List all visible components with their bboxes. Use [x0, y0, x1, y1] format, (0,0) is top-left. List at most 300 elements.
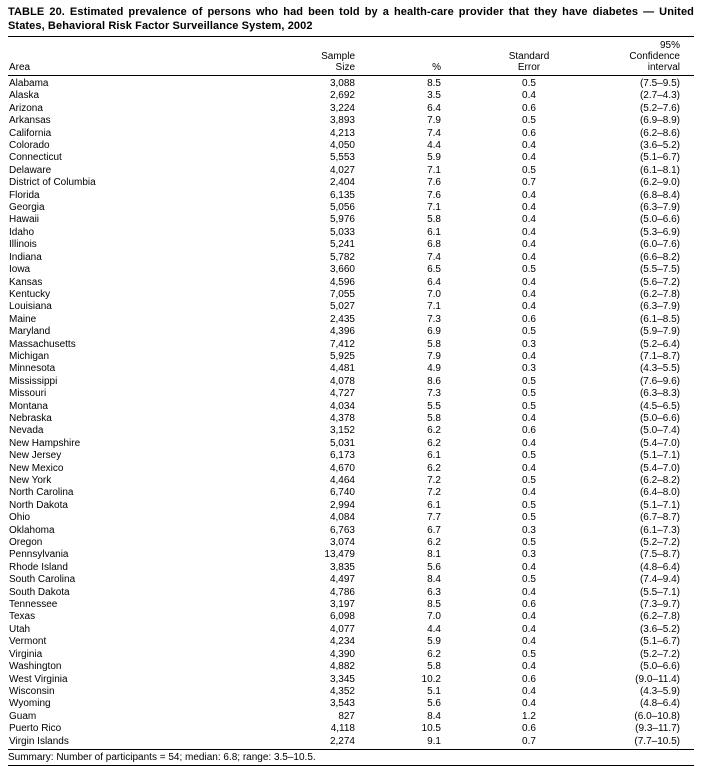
percent-cell: 5.1: [427, 685, 441, 697]
table-row: [8, 512, 694, 524]
confidence-interval-cell: (2.7–4.3): [639, 90, 680, 102]
confidence-interval-cell: (5.5–7.5): [639, 264, 680, 276]
percent-cell: 7.7: [427, 512, 441, 524]
percent-cell: 6.2: [427, 437, 441, 449]
area-cell: Indiana: [9, 251, 42, 263]
sample-size-cell: 3,152: [329, 425, 355, 437]
table-row: [8, 587, 694, 599]
standard-error-cell: 0.4: [522, 202, 536, 214]
area-cell: Guam: [9, 710, 37, 722]
confidence-interval-cell: (6.4–8.0): [639, 487, 680, 499]
table-row: [8, 301, 694, 313]
percent-cell: 8.4: [427, 574, 441, 586]
area-cell: Montana: [9, 400, 48, 412]
percent-cell: 7.2: [427, 487, 441, 499]
header-label: Error: [517, 62, 541, 73]
sample-size-cell: 3,345: [329, 673, 355, 685]
area-cell: Oregon: [9, 537, 43, 549]
area-cell: Colorado: [9, 140, 50, 152]
header-label: Size: [335, 62, 355, 73]
sample-size-cell: 4,464: [329, 475, 355, 486]
table-row: [8, 611, 694, 623]
area-cell: New Hampshire: [9, 437, 81, 449]
confidence-interval-cell: (6.3–7.9): [639, 202, 680, 214]
confidence-interval-cell: (5.1–6.7): [639, 636, 680, 648]
area-cell: South Dakota: [9, 586, 70, 598]
area-cell: Georgia: [9, 202, 45, 214]
percent-cell: 7.0: [427, 611, 441, 623]
sample-size-cell: 4,213: [329, 127, 355, 139]
confidence-interval-cell: (4.8–6.4): [639, 698, 680, 710]
sample-size-cell: 6,763: [329, 524, 355, 536]
percent-cell: 6.2: [427, 462, 441, 474]
standard-error-cell: 0.6: [522, 127, 536, 139]
table-row: [8, 351, 694, 363]
area-cell: Virgin Islands: [9, 735, 69, 747]
standard-error-cell: 0.6: [522, 313, 536, 325]
area-cell: Illinois: [9, 239, 37, 251]
area-cell: Alaska: [9, 90, 40, 102]
percent-cell: 8.1: [427, 549, 441, 561]
table-row: [8, 388, 694, 400]
sample-size-cell: 5,782: [329, 251, 355, 263]
confidence-interval-cell: (5.2–6.4): [639, 338, 680, 350]
confidence-interval-cell: (6.9–8.9): [639, 115, 680, 127]
confidence-interval-cell: (4.3–5.9): [639, 685, 680, 697]
sample-size-cell: 6,173: [329, 450, 355, 462]
table-row: [8, 326, 694, 338]
percent-cell: 5.8: [427, 214, 441, 226]
table-row: [8, 450, 694, 462]
percent-cell: 8.4: [427, 710, 441, 722]
confidence-interval-cell: (4.5–6.5): [639, 400, 680, 412]
percent-cell: 5.6: [427, 698, 441, 710]
summary-footnote: Summary: Number of participants = 54; median: 6.8; range: 3.5–10.5.: [8, 749, 694, 766]
standard-error-cell: 0.5: [522, 475, 536, 486]
table-row: [8, 463, 694, 475]
area-cell: Tennessee: [9, 599, 58, 611]
sample-size-cell: 5,027: [329, 301, 355, 313]
percent-cell: 8.5: [427, 599, 441, 611]
table-row: [8, 339, 694, 351]
table-row: [8, 661, 694, 673]
standard-error-cell: 0.3: [522, 363, 536, 375]
table-row: [8, 438, 694, 450]
area-cell: Delaware: [9, 164, 52, 176]
sample-size-cell: 2,274: [329, 735, 355, 747]
standard-error-cell: 0.4: [522, 90, 536, 102]
table-row: [8, 475, 694, 487]
standard-error-cell: 0.5: [522, 648, 536, 660]
table-row: [8, 723, 694, 735]
percent-cell: 5.8: [427, 661, 441, 673]
sample-size-cell: 3,224: [329, 102, 355, 114]
percent-cell: 7.9: [427, 115, 441, 127]
confidence-interval-cell: (6.3–8.3): [639, 388, 680, 400]
standard-error-cell: 0.6: [522, 599, 536, 611]
confidence-interval-cell: (5.3–6.9): [639, 226, 680, 238]
percent-cell: 6.9: [427, 326, 441, 338]
sample-size-cell: 4,727: [329, 388, 355, 400]
sample-size-cell: 4,378: [329, 412, 355, 424]
standard-error-cell: 0.5: [522, 499, 536, 511]
standard-error-cell: 0.4: [522, 140, 536, 152]
table-row: [8, 227, 694, 239]
area-cell: Rhode Island: [9, 561, 68, 573]
standard-error-cell: 0.4: [522, 661, 536, 673]
confidence-interval-cell: (9.0–11.4): [635, 673, 680, 685]
table-row: [8, 636, 694, 648]
area-cell: Virginia: [9, 648, 43, 660]
sample-size-cell: 5,925: [329, 350, 355, 362]
percent-cell: 7.2: [427, 475, 441, 486]
area-cell: Kansas: [9, 276, 43, 288]
standard-error-cell: 0.4: [522, 239, 536, 251]
standard-error-cell: 0.6: [522, 723, 536, 735]
table-row: [8, 599, 694, 611]
percent-cell: 9.1: [427, 735, 441, 747]
percent-cell: 7.6: [427, 189, 441, 201]
percent-cell: 7.6: [427, 177, 441, 189]
table-row: [8, 152, 694, 164]
area-cell: Arkansas: [9, 115, 51, 127]
table-row: [8, 165, 694, 177]
confidence-interval-cell: (5.2–7.6): [639, 102, 680, 114]
confidence-interval-cell: (5.2–7.2): [639, 648, 680, 660]
area-cell: Utah: [9, 623, 31, 635]
confidence-interval-cell: (7.1–8.7): [639, 350, 680, 362]
percent-cell: 6.2: [427, 537, 441, 549]
sample-size-cell: 4,077: [329, 623, 355, 635]
area-cell: Pennsylvania: [9, 549, 69, 561]
area-cell: Connecticut: [9, 152, 62, 164]
standard-error-cell: 0.4: [522, 189, 536, 201]
col-header-area: [8, 37, 293, 76]
table-row: [8, 190, 694, 202]
table-row: [8, 487, 694, 499]
percent-cell: 6.2: [427, 425, 441, 437]
area-cell: Maryland: [9, 326, 51, 338]
sample-size-cell: 2,435: [329, 313, 355, 325]
percent-cell: 5.8: [427, 412, 441, 424]
standard-error-cell: 0.5: [522, 400, 536, 412]
table-header: [8, 37, 694, 76]
area-cell: Hawaii: [9, 214, 40, 226]
percent-cell: 6.4: [427, 276, 441, 288]
standard-error-cell: 0.4: [522, 350, 536, 362]
area-cell: South Carolina: [9, 574, 76, 586]
area-cell: Wyoming: [9, 698, 51, 710]
area-cell: Missouri: [9, 388, 47, 400]
sample-size-cell: 3,543: [329, 698, 355, 710]
standard-error-cell: 0.4: [522, 698, 536, 710]
confidence-interval-cell: (5.0–7.4): [639, 425, 680, 437]
confidence-interval-cell: (7.3–9.7): [639, 599, 680, 611]
sample-size-cell: 4,027: [329, 164, 355, 176]
confidence-interval-cell: (4.8–6.4): [639, 561, 680, 573]
percent-cell: 7.9: [427, 350, 441, 362]
sample-size-cell: 2,692: [329, 90, 355, 102]
confidence-interval-cell: (6.1–8.1): [639, 164, 680, 176]
area-cell: Ohio: [9, 512, 31, 524]
confidence-interval-cell: (4.3–5.5): [639, 363, 680, 375]
header-label: Area: [9, 62, 31, 73]
table-row: [8, 537, 694, 549]
standard-error-cell: 0.4: [522, 636, 536, 648]
percent-cell: 6.1: [427, 499, 441, 511]
sample-size-cell: 3,074: [329, 537, 355, 549]
table-title: TABLE 20. Estimated prevalence of persons who had been told by a health-care provider that they have diabetes — United States, Behavioral Risk Factor Surveillance System, 2002: [8, 5, 694, 37]
area-cell: Wisconsin: [9, 685, 55, 697]
standard-error-cell: 0.4: [522, 226, 536, 238]
col-header-percent: [365, 37, 449, 76]
header-label: Standard: [508, 51, 550, 62]
sample-size-cell: 5,976: [329, 214, 355, 226]
confidence-interval-cell: (5.2–7.2): [639, 537, 680, 549]
standard-error-cell: 0.5: [522, 375, 536, 387]
area-cell: Texas: [9, 611, 36, 623]
area-cell: Puerto Rico: [9, 723, 62, 735]
area-cell: North Dakota: [9, 499, 68, 511]
confidence-interval-cell: (5.5–7.1): [639, 586, 680, 598]
confidence-interval-cell: (5.0–6.6): [639, 214, 680, 226]
standard-error-cell: 0.4: [522, 412, 536, 424]
table-row: [8, 698, 694, 710]
percent-cell: 7.1: [427, 202, 441, 214]
percent-cell: 5.6: [427, 561, 441, 573]
table-row: [8, 252, 694, 264]
percent-cell: 7.3: [427, 313, 441, 325]
confidence-interval-cell: (6.6–8.2): [639, 251, 680, 263]
confidence-interval-cell: (6.2–8.2): [639, 475, 680, 486]
confidence-interval-cell: (6.8–8.4): [639, 189, 680, 201]
area-cell: North Carolina: [9, 487, 74, 499]
sample-size-cell: 7,055: [329, 288, 355, 300]
table-row: [8, 76, 694, 91]
area-cell: Vermont: [9, 636, 47, 648]
table-row: [8, 674, 694, 686]
sample-size-cell: 2,994: [329, 499, 355, 511]
confidence-interval-cell: (5.1–7.1): [639, 499, 680, 511]
area-cell: Louisiana: [9, 301, 52, 313]
confidence-interval-cell: (5.6–7.2): [639, 276, 680, 288]
percent-cell: 6.3: [427, 586, 441, 598]
standard-error-cell: 0.4: [522, 561, 536, 573]
header-label: %: [432, 62, 441, 73]
header-label: interval: [647, 62, 680, 73]
sample-size-cell: 4,786: [329, 586, 355, 598]
area-cell: Florida: [9, 189, 40, 201]
sample-size-cell: 5,241: [329, 239, 355, 251]
header-row: [8, 37, 694, 76]
sample-size-cell: 6,135: [329, 189, 355, 201]
area-cell: Maine: [9, 313, 37, 325]
confidence-interval-cell: (6.2–9.0): [639, 177, 680, 189]
percent-cell: 6.8: [427, 239, 441, 251]
table-row: [8, 736, 694, 748]
sample-size-cell: 4,078: [329, 375, 355, 387]
area-cell: Arizona: [9, 102, 43, 114]
standard-error-cell: 0.4: [522, 288, 536, 300]
table-row: [8, 314, 694, 326]
area-cell: Alabama: [9, 78, 49, 89]
table-row: [8, 140, 694, 152]
percent-cell: 4.9: [427, 363, 441, 375]
table-row: [8, 239, 694, 251]
table-row: [8, 549, 694, 561]
sample-size-cell: 4,084: [329, 512, 355, 524]
standard-error-cell: 0.5: [522, 388, 536, 400]
table-row: [8, 376, 694, 388]
standard-error-cell: 0.5: [522, 537, 536, 549]
percent-cell: 4.4: [427, 623, 441, 635]
sample-size-cell: 4,596: [329, 276, 355, 288]
area-cell: Michigan: [9, 350, 50, 362]
standard-error-cell: 0.6: [522, 673, 536, 685]
confidence-interval-cell: (5.9–7.9): [639, 326, 680, 338]
confidence-interval-cell: (6.7–8.7): [639, 512, 680, 524]
standard-error-cell: 0.4: [522, 276, 536, 288]
prevalence-table: [8, 37, 694, 748]
standard-error-cell: 0.5: [522, 574, 536, 586]
sample-size-cell: 6,098: [329, 611, 355, 623]
area-cell: New Jersey: [9, 450, 62, 462]
table-row: [8, 649, 694, 661]
sample-size-cell: 3,660: [329, 264, 355, 276]
confidence-interval-cell: (6.1–7.3): [639, 524, 680, 536]
area-cell: District of Columbia: [9, 177, 96, 189]
standard-error-cell: 0.4: [522, 611, 536, 623]
sample-size-cell: 5,553: [329, 152, 355, 164]
table-row: [8, 562, 694, 574]
percent-cell: 8.5: [427, 78, 441, 89]
sample-size-cell: 4,034: [329, 400, 355, 412]
confidence-interval-cell: (7.7–10.5): [634, 735, 680, 747]
percent-cell: 10.2: [421, 673, 441, 685]
percent-cell: 5.9: [427, 636, 441, 648]
standard-error-cell: 0.4: [522, 214, 536, 226]
percent-cell: 5.5: [427, 400, 441, 412]
percent-cell: 6.7: [427, 524, 441, 536]
standard-error-cell: 0.5: [522, 164, 536, 176]
percent-cell: 6.1: [427, 450, 441, 462]
standard-error-cell: 1.2: [522, 710, 536, 722]
table-row: [8, 177, 694, 189]
table-row: [8, 425, 694, 437]
standard-error-cell: 0.3: [522, 549, 536, 561]
standard-error-cell: 0.7: [522, 735, 536, 747]
percent-cell: 7.4: [427, 251, 441, 263]
percent-cell: 5.9: [427, 152, 441, 164]
standard-error-cell: 0.5: [522, 78, 536, 89]
table-row: [8, 686, 694, 698]
sample-size-cell: 5,031: [329, 437, 355, 449]
percent-cell: 10.5: [421, 723, 441, 735]
sample-size-cell: 4,481: [329, 363, 355, 375]
confidence-interval-cell: (5.1–7.1): [639, 450, 680, 462]
standard-error-cell: 0.4: [522, 462, 536, 474]
confidence-interval-cell: (6.2–8.6): [639, 127, 680, 139]
table-row: [8, 128, 694, 140]
standard-error-cell: 0.4: [522, 685, 536, 697]
standard-error-cell: 0.5: [522, 264, 536, 276]
sample-size-cell: 4,234: [329, 636, 355, 648]
percent-cell: 7.4: [427, 127, 441, 139]
confidence-interval-cell: (6.2–7.8): [639, 611, 680, 623]
percent-cell: 4.4: [427, 140, 441, 152]
percent-cell: 8.6: [427, 375, 441, 387]
sample-size-cell: 4,882: [329, 661, 355, 673]
sample-size-cell: 4,118: [330, 723, 355, 735]
sample-size-cell: 4,396: [329, 326, 355, 338]
confidence-interval-cell: (6.3–7.9): [639, 301, 680, 313]
standard-error-cell: 0.4: [522, 487, 536, 499]
table-row: [8, 289, 694, 301]
percent-cell: 6.5: [427, 264, 441, 276]
area-cell: Oklahoma: [9, 524, 55, 536]
table-row: [8, 264, 694, 276]
sample-size-cell: 6,740: [329, 487, 355, 499]
col-header-sample-size: [293, 37, 365, 76]
table-row: [8, 103, 694, 115]
confidence-interval-cell: (5.4–7.0): [639, 437, 680, 449]
standard-error-cell: 0.5: [522, 326, 536, 338]
percent-cell: 6.4: [427, 102, 441, 114]
confidence-interval-cell: (9.3–11.7): [635, 723, 680, 735]
area-cell: Minnesota: [9, 363, 56, 375]
table-row: [8, 711, 694, 723]
header-label: 95% Confidence: [629, 40, 680, 62]
sample-size-cell: 4,497: [329, 574, 355, 586]
confidence-interval-cell: (5.0–6.6): [639, 412, 680, 424]
percent-cell: 7.3: [427, 388, 441, 400]
area-cell: Idaho: [9, 226, 35, 238]
table-row: [8, 214, 694, 226]
sample-size-cell: 3,893: [329, 115, 355, 127]
area-cell: Nevada: [9, 425, 44, 437]
sample-size-cell: 4,670: [329, 462, 355, 474]
percent-cell: 7.1: [427, 164, 441, 176]
confidence-interval-cell: (5.1–6.7): [639, 152, 680, 164]
table-row: [8, 500, 694, 512]
confidence-interval-cell: (7.5–8.7): [639, 549, 680, 561]
confidence-interval-cell: (5.4–7.0): [639, 462, 680, 474]
col-header-standard-error: [449, 37, 609, 76]
confidence-interval-cell: (6.0–10.8): [634, 710, 680, 722]
table-body: [8, 76, 694, 748]
confidence-interval-cell: (6.0–7.6): [639, 239, 680, 251]
table-row: [8, 413, 694, 425]
percent-cell: 5.8: [427, 338, 441, 350]
percent-cell: 6.1: [427, 226, 441, 238]
sample-size-cell: 3,835: [329, 561, 355, 573]
area-cell: Mississippi: [9, 375, 58, 387]
standard-error-cell: 0.4: [522, 301, 536, 313]
confidence-interval-cell: (5.0–6.6): [639, 661, 680, 673]
sample-size-cell: 4,050: [329, 140, 355, 152]
area-cell: Washington: [9, 661, 62, 673]
sample-size-cell: 827: [338, 710, 355, 722]
confidence-interval-cell: (6.1–8.5): [639, 313, 680, 325]
percent-cell: 7.1: [427, 301, 441, 313]
confidence-interval-cell: (3.6–5.2): [639, 140, 680, 152]
confidence-interval-cell: (7.4–9.4): [639, 574, 680, 586]
confidence-interval-cell: (3.6–5.2): [639, 623, 680, 635]
area-cell: New Mexico: [9, 462, 64, 474]
confidence-interval-cell: (7.6–9.6): [639, 375, 680, 387]
sample-size-cell: 3,088: [329, 78, 355, 89]
table-row: [8, 277, 694, 289]
